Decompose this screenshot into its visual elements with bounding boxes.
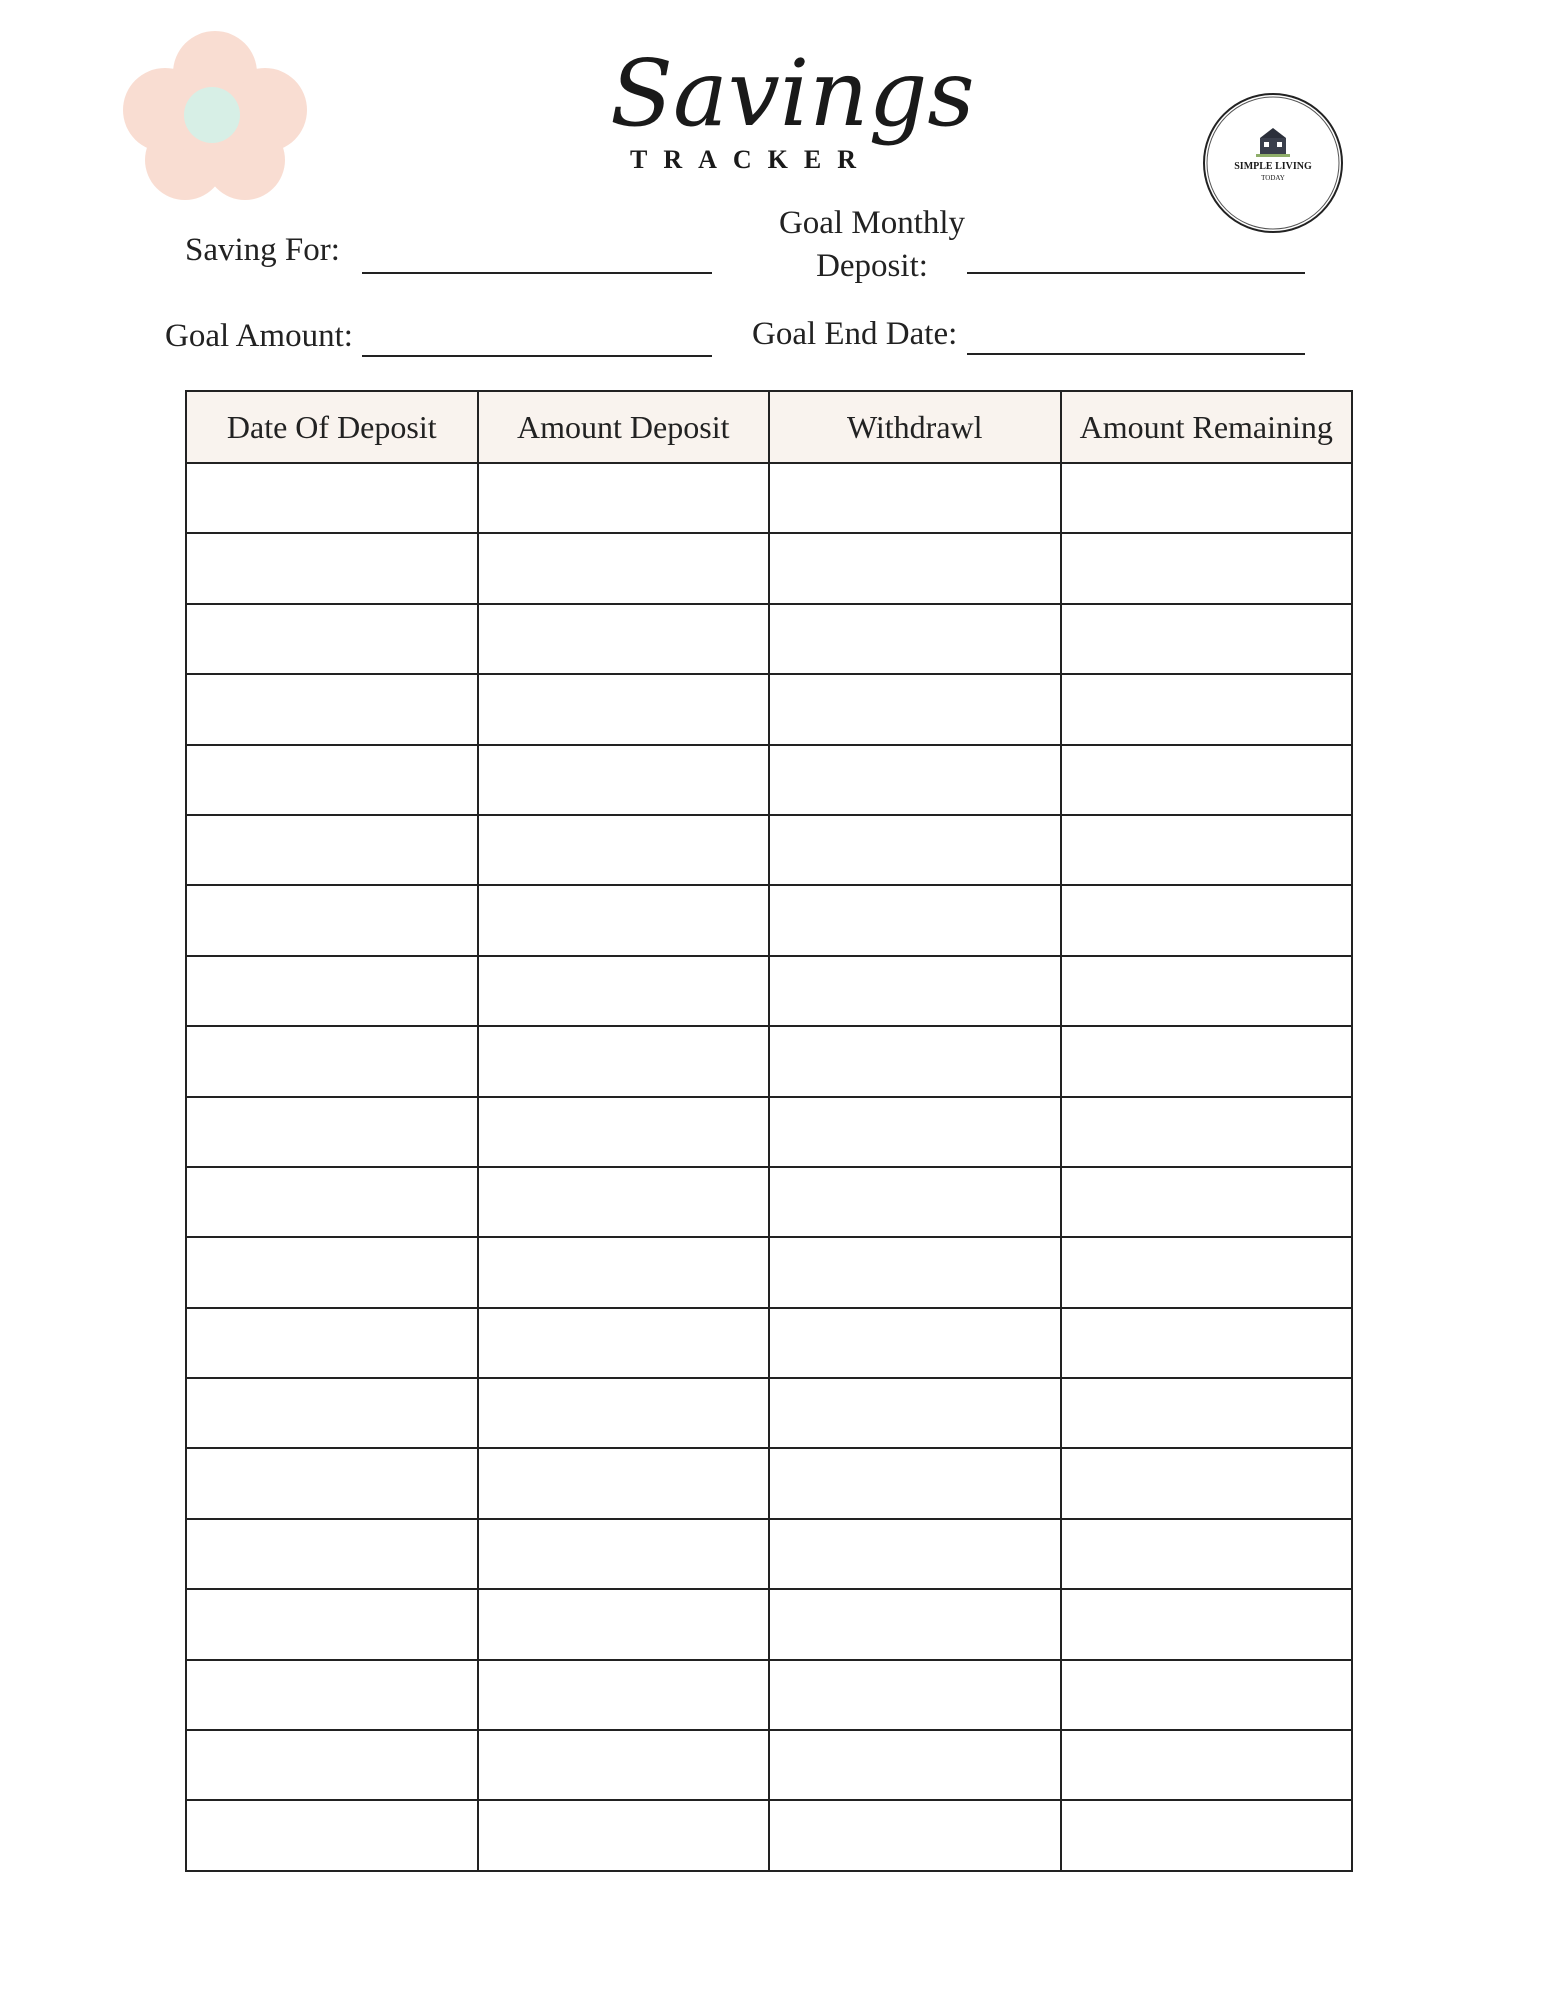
goal-monthly-label-line2: Deposit: — [816, 248, 928, 284]
table-row — [186, 745, 1352, 815]
table-cell[interactable] — [769, 604, 1061, 674]
table-cell[interactable] — [1061, 604, 1353, 674]
flower-decoration-icon — [120, 25, 310, 200]
table-cell[interactable] — [478, 956, 770, 1026]
table-cell[interactable] — [186, 1097, 478, 1167]
table-row — [186, 1730, 1352, 1800]
table-cell[interactable] — [478, 604, 770, 674]
table-row — [186, 1167, 1352, 1237]
table-cell[interactable] — [769, 1660, 1061, 1730]
table-cell[interactable] — [769, 463, 1061, 533]
table-cell[interactable] — [186, 885, 478, 955]
table-cell[interactable] — [769, 1167, 1061, 1237]
table-cell[interactable] — [769, 1097, 1061, 1167]
table-cell[interactable] — [478, 815, 770, 885]
table-cell[interactable] — [1061, 463, 1353, 533]
table-cell[interactable] — [186, 1308, 478, 1378]
table-cell[interactable] — [186, 1167, 478, 1237]
goal-amount-field[interactable] — [362, 355, 712, 357]
table-cell[interactable] — [186, 1448, 478, 1518]
table-cell[interactable] — [1061, 1308, 1353, 1378]
table-cell[interactable] — [769, 1800, 1061, 1871]
table-row — [186, 1589, 1352, 1659]
table-cell[interactable] — [1061, 1730, 1353, 1800]
table-cell[interactable] — [769, 956, 1061, 1026]
table-cell[interactable] — [1061, 885, 1353, 955]
table-cell[interactable] — [478, 1026, 770, 1096]
table-cell[interactable] — [186, 1026, 478, 1096]
table-cell[interactable] — [478, 745, 770, 815]
table-cell[interactable] — [478, 1308, 770, 1378]
table-cell[interactable] — [769, 815, 1061, 885]
column-header-date-of-deposit: Date Of Deposit — [186, 391, 478, 463]
table-cell[interactable] — [769, 1237, 1061, 1307]
table-cell[interactable] — [478, 1378, 770, 1448]
table-cell[interactable] — [1061, 1519, 1353, 1589]
table-row — [186, 1026, 1352, 1096]
table-cell[interactable] — [1061, 1800, 1353, 1871]
table-row — [186, 533, 1352, 603]
table-row — [186, 885, 1352, 955]
table-row — [186, 1378, 1352, 1448]
table-row — [186, 956, 1352, 1026]
table-cell[interactable] — [186, 1237, 478, 1307]
table-row — [186, 815, 1352, 885]
table-cell[interactable] — [1061, 745, 1353, 815]
table-row — [186, 1448, 1352, 1518]
table-row — [186, 674, 1352, 744]
table-row — [186, 604, 1352, 674]
table-row — [186, 463, 1352, 533]
table-cell[interactable] — [478, 1448, 770, 1518]
table-cell[interactable] — [478, 1519, 770, 1589]
column-header-withdrawl: Withdrawl — [769, 391, 1061, 463]
table-cell[interactable] — [186, 1730, 478, 1800]
table-cell[interactable] — [769, 1589, 1061, 1659]
savings-tracker-table — [185, 390, 1353, 1872]
goal-amount-label: Goal Amount: — [165, 318, 353, 354]
table-cell[interactable] — [478, 1237, 770, 1307]
goal-monthly-label-line1: Goal Monthly — [778, 205, 966, 241]
table-row — [186, 1519, 1352, 1589]
table-cell[interactable] — [186, 815, 478, 885]
table-cell[interactable] — [769, 1730, 1061, 1800]
saving-for-field[interactable] — [362, 272, 712, 274]
title-subheading: TRACKER — [630, 145, 873, 174]
table-cell[interactable] — [1061, 1026, 1353, 1096]
table-cell[interactable] — [478, 674, 770, 744]
table-cell[interactable] — [478, 1660, 770, 1730]
table-cell[interactable] — [478, 1167, 770, 1237]
logo-line2: TODAY — [1261, 174, 1285, 182]
table-cell[interactable] — [186, 745, 478, 815]
table-cell[interactable] — [769, 1448, 1061, 1518]
table-row — [186, 1308, 1352, 1378]
table-cell[interactable] — [478, 1730, 770, 1800]
table-cell[interactable] — [1061, 815, 1353, 885]
page-title — [600, 35, 975, 185]
table-cell[interactable] — [769, 745, 1061, 815]
table-cell[interactable] — [478, 885, 770, 955]
saving-for-label: Saving For: — [185, 232, 340, 268]
table-cell[interactable] — [769, 674, 1061, 744]
table-cell[interactable] — [769, 1026, 1061, 1096]
table-cell[interactable] — [769, 885, 1061, 955]
table-cell[interactable] — [186, 604, 478, 674]
table-cell[interactable] — [186, 463, 478, 533]
table-cell[interactable] — [186, 1800, 478, 1871]
table-cell[interactable] — [1061, 1237, 1353, 1307]
table-cell[interactable] — [478, 463, 770, 533]
table-cell[interactable] — [186, 1660, 478, 1730]
table-cell[interactable] — [186, 1589, 478, 1659]
table-cell[interactable] — [1061, 1378, 1353, 1448]
table-cell[interactable] — [186, 1378, 478, 1448]
table-cell[interactable] — [1061, 1448, 1353, 1518]
table-cell[interactable] — [1061, 956, 1353, 1026]
table-cell[interactable] — [478, 1589, 770, 1659]
table-cell[interactable] — [478, 533, 770, 603]
goal-end-date-field[interactable] — [967, 353, 1305, 355]
logo-line1: SIMPLE LIVING — [1234, 161, 1312, 172]
table-cell[interactable] — [186, 533, 478, 603]
table-cell[interactable] — [478, 1800, 770, 1871]
table-cell[interactable] — [769, 1519, 1061, 1589]
goal-end-date-label: Goal End Date: — [752, 316, 958, 352]
table-cell[interactable] — [769, 533, 1061, 603]
table-cell[interactable] — [478, 1097, 770, 1167]
house-icon — [1256, 128, 1290, 157]
table-cell[interactable] — [1061, 1097, 1353, 1167]
table-cell[interactable] — [186, 1519, 478, 1589]
table-body — [186, 463, 1352, 1871]
table-cell[interactable] — [769, 1378, 1061, 1448]
table-cell[interactable] — [1061, 1167, 1353, 1237]
table-row — [186, 1237, 1352, 1307]
table-cell[interactable] — [1061, 674, 1353, 744]
table-cell[interactable] — [1061, 1660, 1353, 1730]
table-cell[interactable] — [769, 1308, 1061, 1378]
table-cell[interactable] — [1061, 1589, 1353, 1659]
table-row — [186, 1800, 1352, 1871]
table-cell[interactable] — [186, 956, 478, 1026]
svg-text:Savings: Savings — [610, 40, 975, 147]
table-row — [186, 1660, 1352, 1730]
title-script-logo — [600, 35, 975, 155]
table-header-row — [186, 391, 1352, 463]
table-row — [186, 1097, 1352, 1167]
goal-monthly-deposit-field[interactable] — [967, 272, 1305, 274]
table-cell[interactable] — [186, 674, 478, 744]
table-cell[interactable] — [1061, 533, 1353, 603]
column-header-amount-remaining: Amount Remaining — [1061, 391, 1353, 463]
column-header-amount-deposit: Amount Deposit — [478, 391, 770, 463]
brand-logo — [1200, 90, 1346, 236]
